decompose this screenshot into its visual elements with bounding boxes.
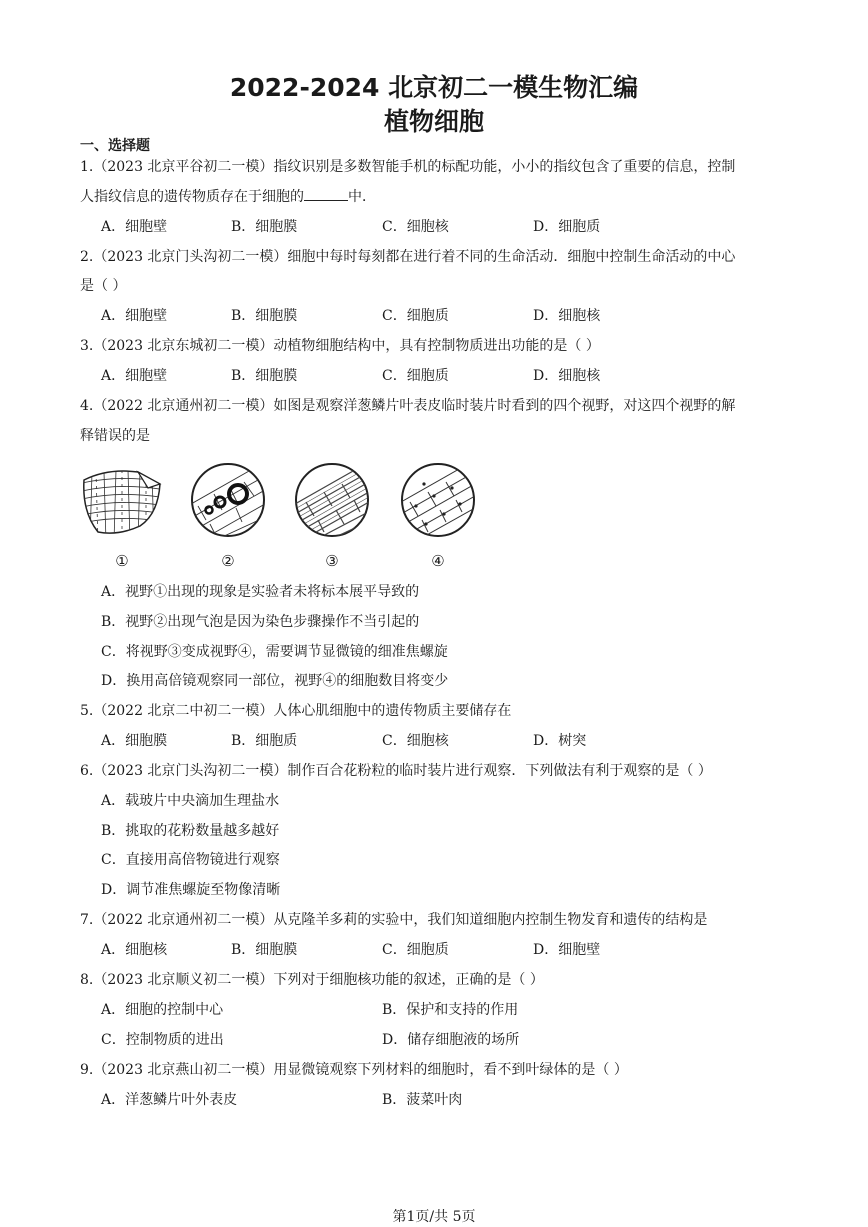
microscope-figures	[78, 462, 498, 570]
option-c: C．细胞质	[382, 942, 449, 958]
document-subtitle: 植物细胞	[383, 107, 484, 136]
field-1-drawing	[78, 462, 166, 550]
option-d: D．储存细胞液的场所	[382, 1032, 520, 1048]
option-d: D．调节准焦螺旋至物像清晰	[101, 882, 281, 898]
option-a: A．视野①出现的现象是实验者未将标本展平导致的	[101, 584, 420, 600]
option-d: D．换用高倍镜观察同一部位，视野④的细胞数目将变少	[101, 673, 449, 689]
question-1-text: 1.（2023 北京平谷初二一模）指纹识别是多数智能手机的标配功能，小小的指纹包含了重要的信息，控制	[80, 159, 736, 175]
option-d: D．细胞壁	[533, 942, 601, 958]
figure-label: ②	[221, 552, 235, 570]
option-b: B．细胞膜	[231, 368, 298, 384]
option-b: B．菠菜叶肉	[382, 1092, 463, 1108]
option-c: C．直接用高倍物镜进行观察	[101, 852, 280, 868]
document-title: 2022-2024 北京初二一模生物汇编	[229, 73, 639, 102]
option-b: B．细胞膜	[231, 308, 298, 324]
option-b: B．细胞膜	[231, 942, 298, 958]
option-c: C．细胞质	[382, 368, 449, 384]
option-a: A．细胞核	[101, 942, 168, 958]
field-1-figure	[78, 462, 166, 570]
option-a: A．载玻片中央滴加生理盐水	[101, 793, 280, 809]
field-2-figure	[184, 462, 272, 570]
question-4-text-cont: 释错误的是	[80, 428, 150, 444]
question-3-text: 3.（2023 北京东城初二一模）动植物细胞结构中，具有控制物质进出功能的是（ ）	[80, 338, 600, 354]
answer-blank	[304, 186, 348, 201]
figure-label: ①	[115, 552, 129, 570]
option-c: C．细胞核	[382, 219, 449, 235]
page-footer: 第1页/共 5页	[392, 1209, 476, 1225]
field-4-drawing	[394, 462, 482, 550]
question-8-text: 8.（2023 北京顺义初二一模）下列对于细胞核功能的叙述，正确的是（ ）	[80, 972, 544, 988]
option-b: B．挑取的花粉数量越多越好	[101, 823, 280, 839]
question-5-text: 5.（2022 北京二中初二一模）人体心肌细胞中的遗传物质主要储存在	[80, 703, 512, 719]
field-2-drawing	[184, 462, 272, 550]
question-4-text: 4.（2022 北京通州初二一模）如图是观察洋葱鳞片叶表皮临时装片时看到的四个视野，对这四个视野的解	[80, 398, 736, 414]
option-c: C．控制物质的进出	[101, 1032, 224, 1048]
option-a: A．细胞壁	[101, 308, 168, 324]
question-2-text: 2.（2023 北京门头沟初二一模）细胞中每时每刻都在进行着不同的生命活动．细胞中控制生命活动的中心	[80, 249, 736, 265]
field-4-figure	[394, 462, 482, 570]
option-d: D．细胞核	[533, 308, 601, 324]
question-9-text: 9.（2023 北京燕山初二一模）用显微镜观察下列材料的细胞时，看不到叶绿体的是（ ）	[80, 1062, 628, 1078]
option-b: B．细胞质	[231, 733, 298, 749]
section-heading: 一、选择题	[80, 138, 150, 154]
option-a: A．细胞膜	[101, 733, 168, 749]
option-c: C．将视野③变成视野④，需要调节显微镜的细准焦螺旋	[101, 644, 448, 660]
question-1-text-cont: 人指纹信息的遗传物质存在于细胞的 中．	[80, 186, 376, 206]
option-a: A．洋葱鳞片叶外表皮	[101, 1092, 238, 1108]
option-d: D．树突	[533, 733, 587, 749]
option-c: C．细胞质	[382, 308, 449, 324]
question-6-text: 6.（2023 北京门头沟初二一模）制作百合花粉粒的临时装片进行观察．下列做法有利于观察的是（ ）	[80, 763, 712, 779]
field-3-figure	[288, 462, 376, 570]
option-c: C．细胞核	[382, 733, 449, 749]
option-a: A．细胞壁	[101, 368, 168, 384]
option-a: A．细胞的控制中心	[101, 1002, 224, 1018]
figure-label: ④	[431, 552, 445, 570]
option-b: B．细胞膜	[231, 219, 298, 235]
option-d: D．细胞质	[533, 219, 601, 235]
option-b: B．保护和支持的作用	[382, 1002, 519, 1018]
figure-label: ③	[325, 552, 339, 570]
question-2-text-cont: 是（ ）	[80, 278, 127, 294]
option-d: D．细胞核	[533, 368, 601, 384]
question-7-text: 7.（2022 北京通州初二一模）从克隆羊多莉的实验中，我们知道细胞内控制生物发育和遗传的结构是	[80, 912, 708, 928]
option-a: A．细胞壁	[101, 219, 168, 235]
option-b: B．视野②出现气泡是因为染色步骤操作不当引起的	[101, 614, 420, 630]
field-3-drawing	[288, 462, 376, 550]
